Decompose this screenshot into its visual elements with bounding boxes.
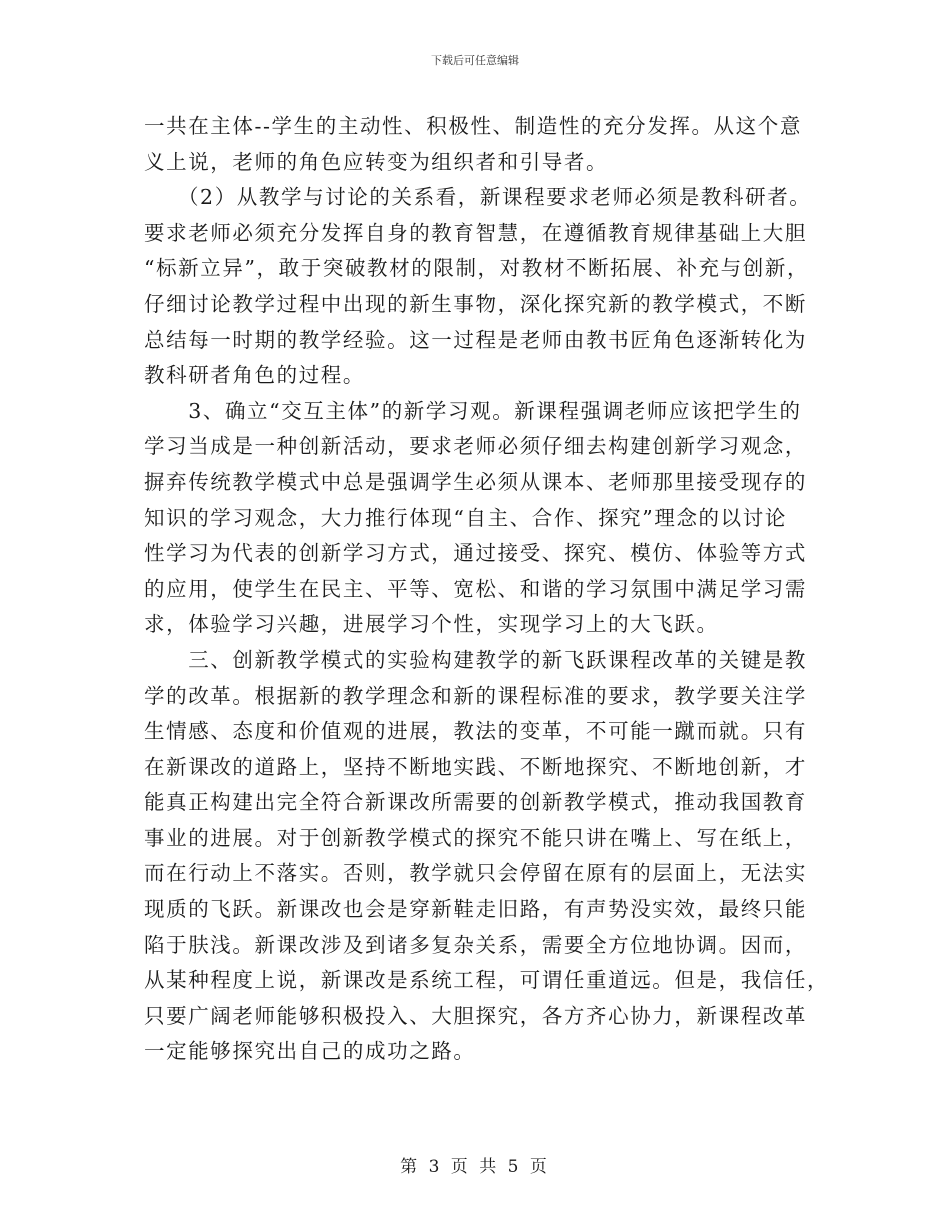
text-line: 摒弃传统教学模式中总是强调学生必须从课本、老师那里接受现存的 (144, 469, 807, 494)
text-line: 总结每一时期的教学经验。这一过程是老师由教书匠角色逐渐转化为 (144, 327, 807, 352)
text-line: 性学习为代表的创新学习方式，通过接受、探究、模仿、体验等方式 (144, 541, 807, 566)
text-line: （2）从教学与讨论的关系看，新课程要求老师必须是教科研者。 (144, 185, 812, 210)
text-line: 现质的飞跃。新课改也会是穿新鞋走旧路，有声势没实效，最终只能 (144, 897, 807, 922)
page-number-footer: 第 3 页 共 5 页 (400, 1157, 550, 1177)
text-line: 要求老师必须充分发挥自身的教育智慧，在遵循教育规律基础上大胆 (144, 220, 807, 245)
body-text (144, 109, 830, 1070)
text-line: 的应用，使学生在民主、平等、宽松、和谐的学习氛围中满足学习需 (144, 576, 807, 601)
text-line: 只要广阔老师能够积极投入、大胆探究，各方齐心协力，新课程改革 (144, 1003, 807, 1028)
text-line: 学的改革。根据新的教学理念和新的课程标准的要求，教学要关注学 (144, 683, 807, 708)
text-line: 教科研者角色的过程。 (144, 363, 365, 388)
text-line: 一共在主体--学生的主动性、积极性、制造性的充分发挥。从这个意 (144, 114, 802, 138)
text-line: 3、确立“交互主体”的新学习观。新课程强调老师应该把学生的 (144, 398, 802, 423)
text-line: 义上说，老师的角色应转变为组织者和引导者。 (144, 149, 609, 174)
text-line: 而在行动上不落实。否则，教学就只会停留在原有的层面上，无法实 (144, 861, 807, 886)
text-line: 一定能够探究出自己的成功之路。 (144, 1039, 476, 1064)
text-line: 学习当成是一种创新活动，要求老师必须仔细去构建创新学习观念， (144, 434, 807, 459)
text-line: 能真正构建出完全符合新课改所需要的创新教学模式，推动我国教育 (144, 790, 807, 815)
text-line: 知识的学习观念，大力推行体现“自主、合作、探究”理念的以讨论 (144, 505, 787, 530)
text-line: 生情感、态度和价值观的进展，教法的变革，不可能一蹴而就。只有 (144, 719, 807, 744)
text-line: 事业的进展。对于创新教学模式的探究不能只讲在嘴上、写在纸上， (144, 825, 807, 850)
text-line: 陷于肤浅。新课改涉及到诸多复杂关系，需要全方位地协调。因而， (144, 932, 807, 957)
text-line: 在新课改的道路上，坚持不断地实践、不断地探究、不断地创新，才 (144, 754, 807, 779)
text-line: 仔细讨论教学过程中出现的新生事物，深化探究新的教学模式，不断 (144, 291, 807, 316)
text-line: 三、创新教学模式的实验构建教学的新飞跃课程改革的关键是教 (144, 647, 807, 672)
text-line: “标新立异”，敢于突破教材的限制，对教材不断拓展、补充与创新， (144, 256, 810, 281)
text-line: 求，体验学习兴趣，进展学习个性，实现学习上的大飞跃。 (144, 612, 719, 637)
text-line: 从某种程度上说，新课改是系统工程，可谓任重道远。但是，我信任， (144, 968, 830, 993)
page-header-note: 下载后可任意编辑 (431, 54, 519, 67)
